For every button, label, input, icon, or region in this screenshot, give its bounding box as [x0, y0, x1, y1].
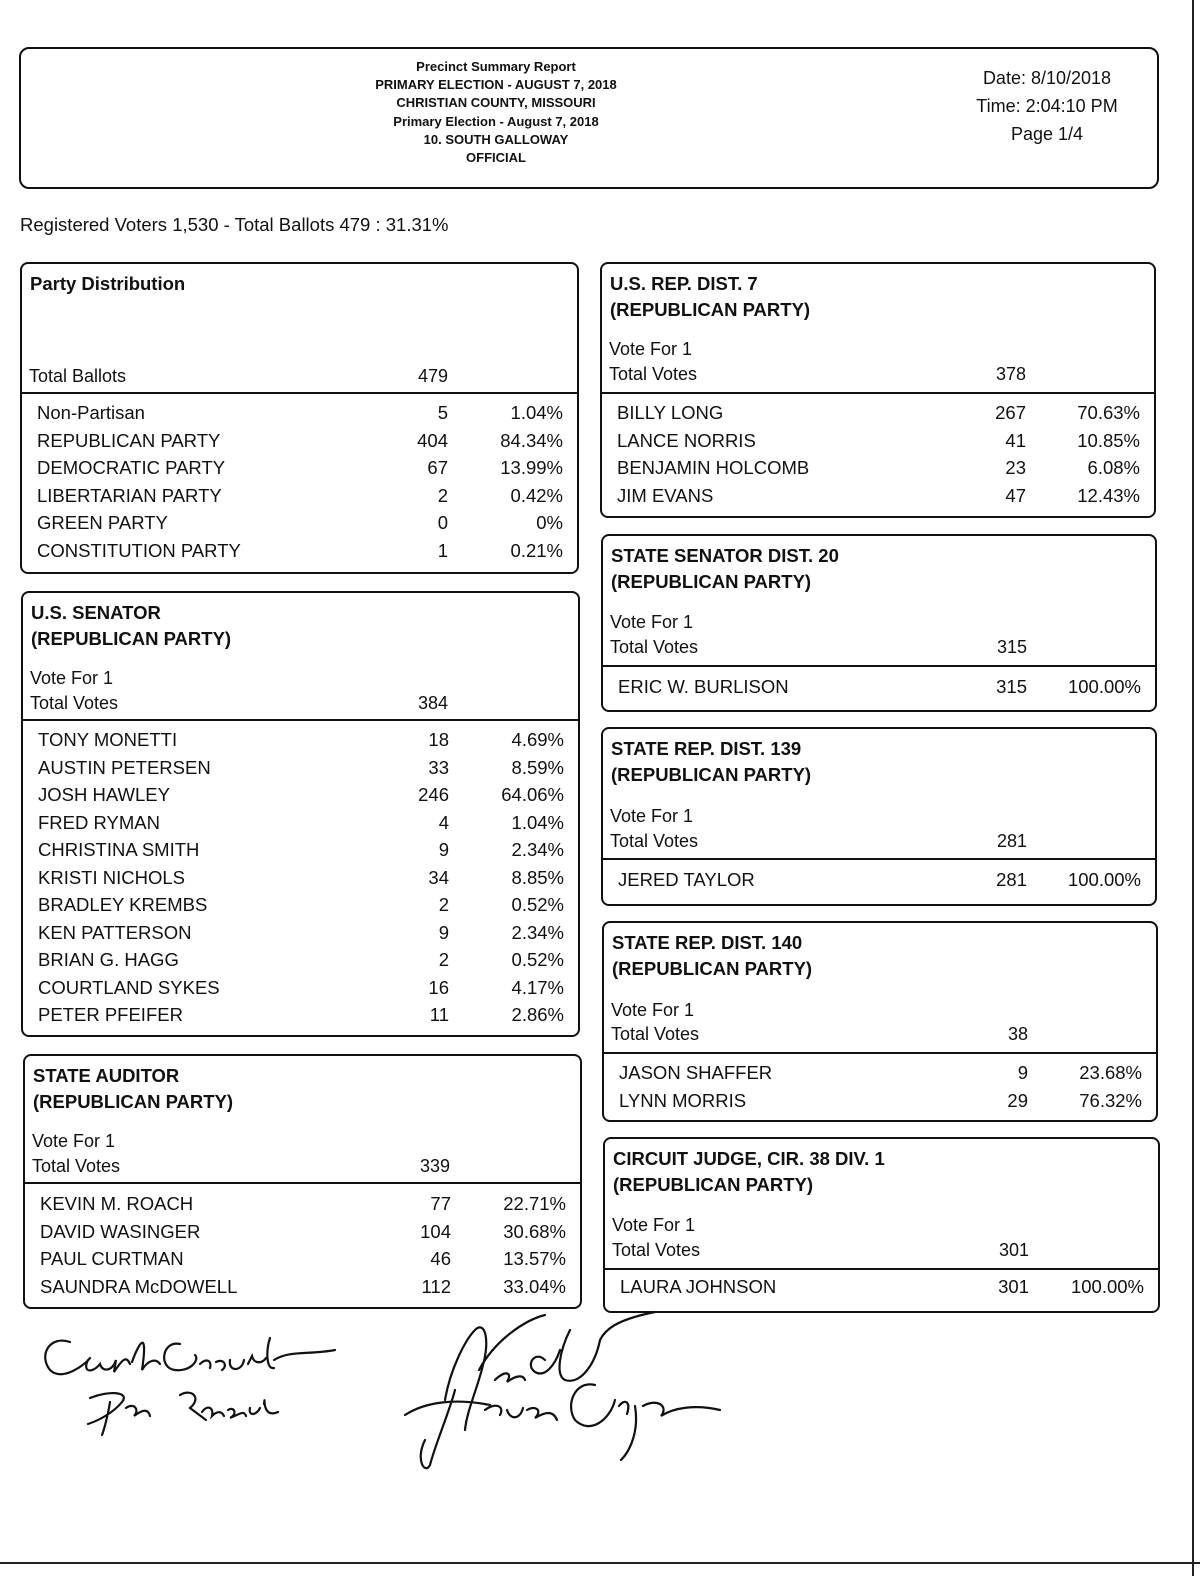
candidate-name: LAURA JOHNSON [620, 1276, 777, 1297]
vote-percent: 100.00% [1070, 1276, 1144, 1297]
vote-percent: 0% [536, 512, 563, 533]
vote-percent: 10.85% [1077, 429, 1140, 451]
candidate-name: BRADLEY KREMBS [38, 894, 208, 915]
vote-percent: 76.32% [1079, 1089, 1142, 1111]
rows [23, 729, 578, 1032]
vote-percent: 8.59% [511, 756, 564, 778]
vote-percent: 4.17% [511, 976, 564, 998]
vote-count: 9 [438, 839, 449, 860]
vote-count: 2 [437, 484, 448, 506]
vote-percent: 23.68% [1079, 1062, 1142, 1083]
vote-for-label: Vote For 1 [30, 668, 114, 688]
header-meta [947, 64, 1147, 148]
vote-percent: 6.08% [1087, 457, 1140, 478]
candidate-name: SAUNDRA McDOWELL [40, 1275, 238, 1297]
result-row [22, 457, 577, 485]
result-row [22, 485, 577, 513]
vote-count: 301 [998, 1276, 1029, 1297]
page-number: Page 1/4 [1010, 124, 1084, 144]
candidate-name: LYNN MORRIS [619, 1089, 747, 1111]
candidate-name: KEVIN M. ROACH [40, 1193, 194, 1214]
state-senator-dist-20-box [601, 534, 1157, 712]
result-row [604, 1090, 1156, 1118]
header-line: CHRISTIAN COUNTY, MISSOURI [396, 95, 596, 111]
divider [605, 1268, 1158, 1270]
vote-percent: 0.52% [511, 894, 564, 915]
vote-count: 2 [438, 949, 449, 970]
vote-for-label: Vote For 1 [32, 1131, 116, 1151]
result-row [23, 839, 578, 867]
vote-count: 0 [437, 512, 448, 533]
result-row [603, 869, 1155, 897]
candidate-name: Non-Partisan [37, 402, 145, 423]
vote-percent: 12.43% [1077, 484, 1140, 506]
signature [395, 1310, 735, 1475]
total-votes-value: 384 [417, 693, 448, 713]
result-row [602, 485, 1154, 513]
vote-count: 1 [437, 539, 448, 561]
vote-percent: 8.85% [511, 866, 564, 888]
divider [604, 1052, 1156, 1054]
divider [603, 858, 1155, 860]
header-center-block [321, 58, 671, 167]
vote-percent: 0.42% [510, 484, 563, 506]
rows [603, 676, 1155, 704]
vote-count: 16 [428, 976, 449, 998]
total-votes-value: 301 [998, 1240, 1029, 1260]
candidate-name: BENJAMIN HOLCOMB [617, 457, 810, 478]
result-row [22, 430, 577, 458]
vote-percent: 0.21% [510, 539, 563, 561]
state-rep-dist-140-box [602, 921, 1158, 1122]
result-row [605, 1276, 1158, 1304]
page-edge [0, 1562, 1200, 1564]
rows [605, 1276, 1158, 1304]
vote-percent: 13.99% [500, 457, 563, 478]
header-line: PRIMARY ELECTION - AUGUST 7, 2018 [375, 77, 617, 93]
vote-count: 246 [418, 784, 449, 805]
divider [22, 392, 577, 394]
candidate-name: GREEN PARTY [37, 512, 168, 533]
report-header [19, 47, 1159, 189]
box-title: U.S. REP. DIST. 7 (REPUBLICAN PARTY) [610, 273, 811, 320]
vote-for-label: Vote For 1 [612, 1215, 696, 1235]
candidate-name: CHRISTINA SMITH [38, 839, 200, 860]
result-row [25, 1248, 580, 1276]
divider [25, 1182, 580, 1184]
vote-percent: 0.52% [511, 949, 564, 970]
result-row [25, 1221, 580, 1249]
vote-count: 404 [417, 429, 448, 451]
vote-percent: 84.34% [500, 429, 563, 451]
total-votes-label: Total Votes [611, 1024, 700, 1044]
divider [602, 392, 1154, 394]
total-votes-label: Total Votes [30, 693, 119, 713]
result-row [23, 812, 578, 840]
result-row [23, 867, 578, 895]
vote-percent: 2.34% [511, 839, 564, 860]
result-row [23, 949, 578, 977]
result-row [25, 1276, 580, 1304]
candidate-name: DEMOCRATIC PARTY [37, 457, 226, 478]
total-votes-label: Total Votes [32, 1156, 121, 1176]
total-votes-label: Total Votes [610, 637, 699, 657]
vote-count: 4 [438, 811, 449, 833]
report-time: Time: 2:04:10 PM [976, 96, 1118, 116]
vote-percent: 1.04% [511, 811, 564, 833]
vote-percent: 2.34% [511, 921, 564, 943]
candidate-name: TONY MONETTI [38, 729, 178, 750]
total-votes-value: 339 [419, 1156, 450, 1176]
us-rep-dist-7-box [600, 262, 1156, 518]
candidate-name: LIBERTARIAN PARTY [37, 484, 222, 506]
rows [603, 869, 1155, 897]
vote-count: 67 [427, 457, 448, 478]
vote-for-label: Vote For 1 [609, 339, 693, 359]
candidate-name: ERIC W. BURLISON [618, 676, 789, 697]
candidate-name: FRED RYMAN [38, 811, 160, 833]
box-title: STATE REP. DIST. 139 (REPUBLICAN PARTY) [611, 738, 812, 785]
box-title: STATE AUDITOR (REPUBLICAN PARTY) [33, 1065, 234, 1112]
candidate-name: LANCE NORRIS [617, 429, 756, 451]
result-row [22, 512, 577, 540]
vote-count: 267 [995, 402, 1026, 423]
vote-percent: 100.00% [1067, 676, 1141, 697]
vote-count: 2 [438, 894, 449, 915]
divider [603, 665, 1155, 667]
result-row [23, 922, 578, 950]
vote-count: 34 [428, 866, 449, 888]
vote-count: 77 [430, 1193, 451, 1214]
vote-percent: 2.86% [511, 1004, 564, 1025]
total-votes-value: 38 [1007, 1024, 1028, 1044]
candidate-name: JERED TAYLOR [618, 869, 755, 890]
result-row [604, 1062, 1156, 1090]
rows [604, 1062, 1156, 1117]
report-title: Precinct Summary Report [416, 59, 576, 74]
party-distribution-box [20, 262, 579, 574]
candidate-name: JIM EVANS [617, 484, 714, 506]
state-rep-dist-139-box [601, 727, 1157, 906]
result-row [602, 430, 1154, 458]
vote-count: 11 [429, 1004, 449, 1025]
header-line: Primary Election - August 7, 2018 [393, 113, 599, 129]
vote-percent: 22.71% [503, 1193, 566, 1214]
vote-count: 5 [437, 402, 448, 423]
result-row [22, 540, 577, 568]
header-line: 10. SOUTH GALLOWAY [423, 131, 569, 147]
vote-count: 9 [438, 921, 449, 943]
vote-percent: 100.00% [1067, 869, 1141, 890]
vote-count: 33 [428, 756, 449, 778]
box-title: Party Distribution [30, 273, 186, 294]
vote-count: 281 [996, 869, 1027, 890]
vote-percent: 13.57% [503, 1248, 566, 1269]
rows [22, 402, 577, 567]
total-votes-value: 281 [996, 831, 1027, 851]
total-votes-value: 378 [995, 364, 1026, 384]
vote-percent: 30.68% [503, 1220, 566, 1242]
result-row [23, 977, 578, 1005]
result-row [25, 1193, 580, 1221]
vote-count: 41 [1005, 429, 1026, 451]
candidate-name: PETER PFEIFER [38, 1004, 183, 1025]
result-row [23, 729, 578, 757]
total-votes-label: Total Votes [612, 1240, 701, 1260]
vote-percent: 4.69% [511, 729, 564, 750]
vote-count: 29 [1007, 1089, 1028, 1111]
registered-voters-line: Registered Voters 1,530 - Total Ballots 479 : 31.31% [20, 214, 449, 235]
vote-for-label: Vote For 1 [611, 1000, 695, 1020]
state-auditor-box [23, 1054, 582, 1309]
box-title: STATE SENATOR DIST. 20 (REPUBLICAN PARTY) [611, 545, 839, 592]
total-votes-label: Total Votes [609, 364, 698, 384]
candidate-name: PAUL CURTMAN [40, 1248, 184, 1269]
rows [25, 1193, 580, 1303]
vote-for-label: Vote For 1 [610, 806, 694, 826]
candidate-name: KRISTI NICHOLS [38, 866, 185, 888]
vote-for-label: Vote For 1 [610, 612, 694, 632]
box-title: U.S. SENATOR (REPUBLICAN PARTY) [31, 602, 232, 649]
candidate-name: JASON SHAFFER [619, 1062, 773, 1083]
box-title: STATE REP. DIST. 140 (REPUBLICAN PARTY) [612, 932, 813, 979]
page-edge [1192, 0, 1194, 1576]
vote-count: 47 [1005, 484, 1026, 506]
result-row [602, 457, 1154, 485]
result-row [23, 757, 578, 785]
us-senator-box [21, 591, 580, 1037]
vote-percent: 70.63% [1077, 402, 1140, 423]
vote-percent: 33.04% [503, 1275, 566, 1297]
result-row [603, 676, 1155, 704]
circuit-judge-box [603, 1137, 1160, 1313]
vote-count: 112 [421, 1275, 451, 1297]
candidate-name: COURTLAND SYKES [38, 976, 220, 998]
vote-count: 315 [996, 676, 1027, 697]
result-row [23, 1004, 578, 1032]
candidate-name: JOSH HAWLEY [38, 784, 170, 805]
result-row [23, 894, 578, 922]
box-title: CIRCUIT JUDGE, CIR. 38 DIV. 1 (REPUBLICAN PARTY) [613, 1148, 885, 1195]
result-row [602, 402, 1154, 430]
vote-count: 18 [428, 729, 449, 750]
candidate-name: BILLY LONG [617, 402, 724, 423]
divider [23, 719, 578, 721]
vote-percent: 64.06% [501, 784, 564, 805]
candidate-name: AUSTIN PETERSEN [38, 756, 211, 778]
total-votes-label: Total Votes [610, 831, 699, 851]
result-row [22, 402, 577, 430]
vote-count: 23 [1005, 457, 1026, 478]
report-date: Date: 8/10/2018 [982, 68, 1112, 88]
rows [602, 402, 1154, 512]
candidate-name: KEN PATTERSON [38, 921, 192, 943]
candidate-name: DAVID WASINGER [40, 1220, 201, 1242]
vote-count: 46 [430, 1248, 451, 1269]
vote-count: 9 [1017, 1062, 1028, 1083]
total-votes-value: 315 [996, 637, 1027, 657]
total-ballots-label: Total Ballots [29, 366, 127, 386]
header-line: OFFICIAL [466, 150, 526, 166]
signature [30, 1320, 360, 1440]
vote-count: 104 [420, 1220, 451, 1242]
candidate-name: CONSTITUTION PARTY [37, 539, 241, 561]
candidate-name: BRIAN G. HAGG [38, 949, 179, 970]
vote-percent: 1.04% [510, 402, 563, 423]
result-row [23, 784, 578, 812]
candidate-name: REPUBLICAN PARTY [37, 429, 221, 451]
total-ballots-value: 479 [417, 366, 448, 386]
